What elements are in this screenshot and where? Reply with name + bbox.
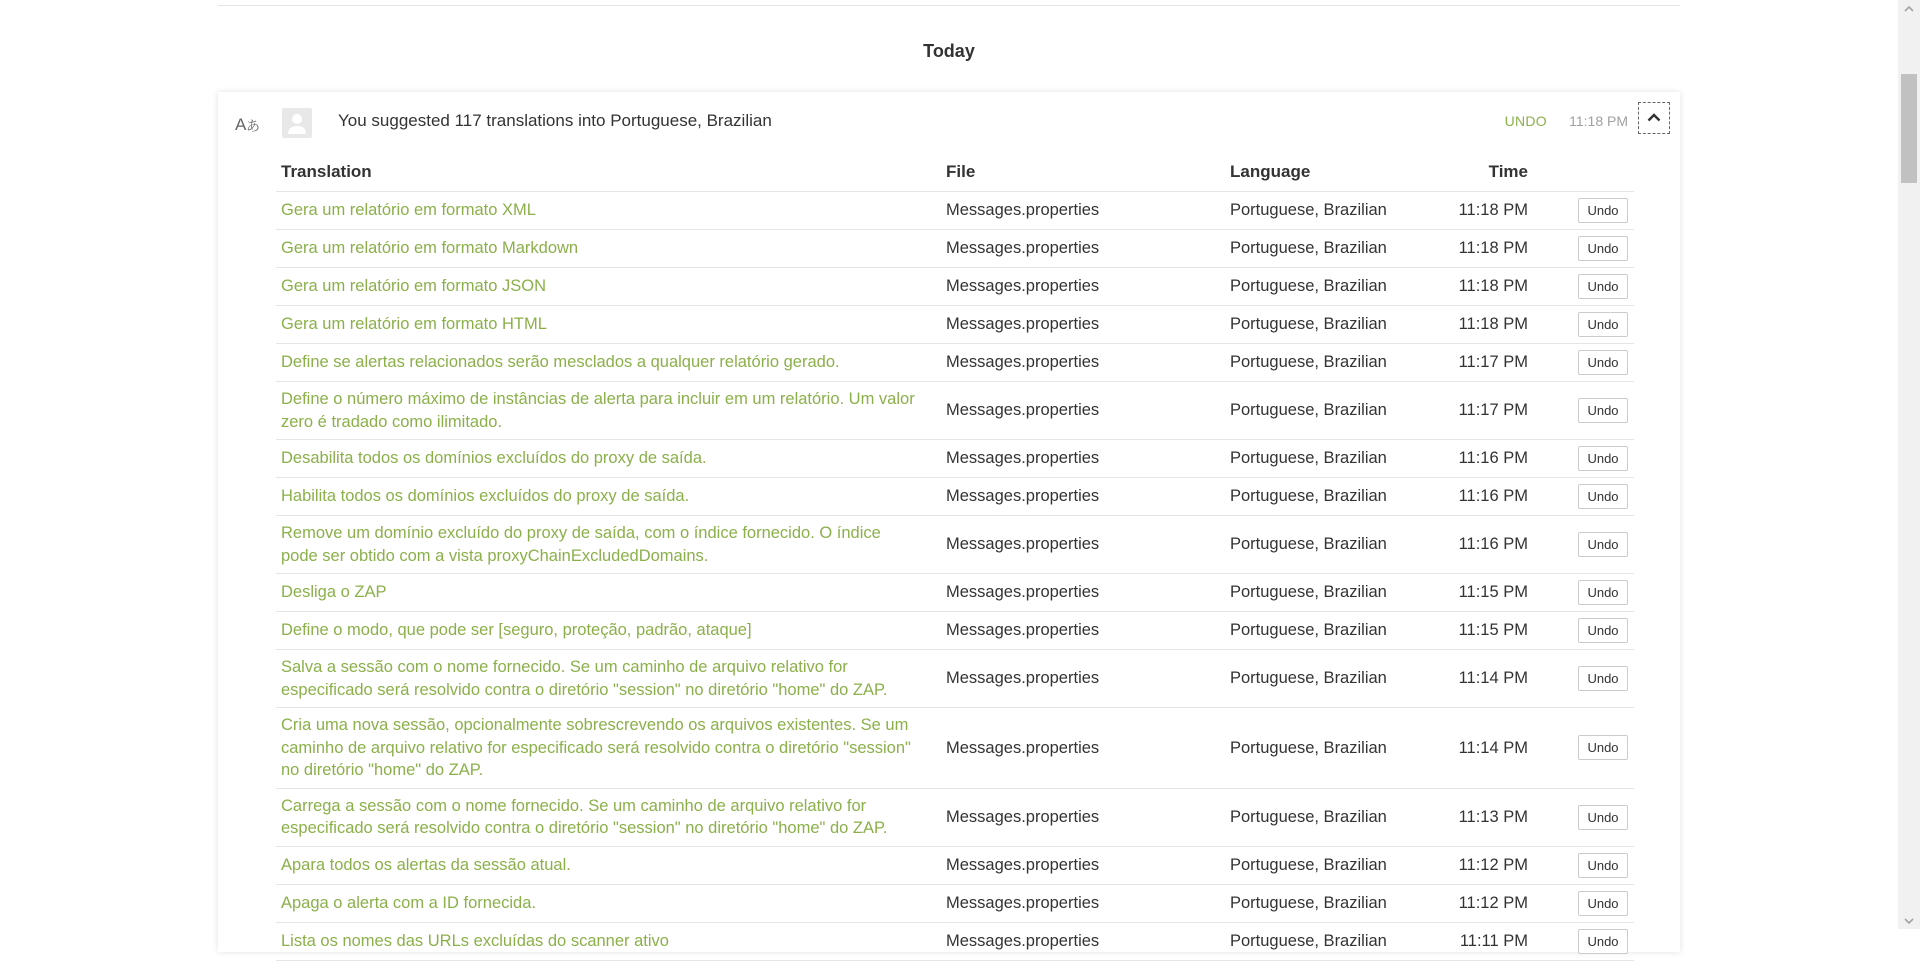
undo-button[interactable]: Undo: [1578, 398, 1628, 423]
table-row: [276, 708, 1634, 789]
file-cell: Messages.properties: [941, 884, 1225, 922]
activity-time: 11:18 PM: [1569, 113, 1628, 129]
table-row: [276, 846, 1634, 884]
translation-link[interactable]: Gera um relatório em formato Markdown: [281, 239, 579, 258]
translation-cell: [276, 230, 941, 268]
action-cell: [1554, 884, 1634, 922]
undo-all-link[interactable]: UNDO: [1504, 113, 1547, 129]
svg-text:あ: あ: [246, 119, 260, 135]
file-cell: Messages.properties: [941, 612, 1225, 650]
translation-cell: [276, 650, 941, 708]
time-cell: 11:18 PM: [1453, 230, 1554, 268]
undo-button[interactable]: Undo: [1578, 236, 1628, 261]
file-cell: Messages.properties: [941, 382, 1225, 440]
translation-link[interactable]: Gera um relatório em formato XML: [281, 201, 536, 220]
translation-link[interactable]: Desabilita todos os domínios excluídos do proxy de saída.: [281, 449, 707, 468]
undo-button[interactable]: Undo: [1578, 580, 1628, 605]
file-cell: Messages.properties: [941, 650, 1225, 708]
time-cell: 11:18 PM: [1453, 268, 1554, 306]
translation-link[interactable]: Apara todos os alertas da sessão atual.: [281, 855, 571, 874]
column-header-file: File: [941, 152, 1225, 192]
translation-link[interactable]: Cria uma nova sessão, opcionalmente sobrescrevendo os arquivos existentes. Se um caminho de arquivo relativo for especificado será resolvido contra o diretório "session" no diretório "home" do ZAP.: [281, 716, 911, 779]
action-cell: [1554, 230, 1634, 268]
translation-cell: [276, 382, 941, 440]
action-cell: [1554, 612, 1634, 650]
translation-link[interactable]: Desliga o ZAP: [281, 583, 387, 602]
file-cell: Messages.properties: [941, 788, 1225, 846]
table-row: [276, 382, 1634, 440]
file-cell: Messages.properties: [941, 440, 1225, 478]
action-cell: [1554, 440, 1634, 478]
table-row: [276, 192, 1634, 230]
file-cell: Messages.properties: [941, 268, 1225, 306]
chevron-up-icon: [1647, 109, 1661, 127]
table-row: [276, 788, 1634, 846]
translation-link[interactable]: Salva a sessão com o nome fornecido. Se um caminho de arquivo relativo for especificado será resolvido contra o diretório "session" no diretório "home" do ZAP.: [281, 658, 888, 699]
column-header-language: Language: [1225, 152, 1453, 192]
undo-button[interactable]: Undo: [1578, 929, 1628, 954]
undo-button[interactable]: Undo: [1578, 274, 1628, 299]
translation-cell: [276, 516, 941, 574]
undo-button[interactable]: Undo: [1578, 735, 1628, 760]
time-cell: 11:16 PM: [1453, 516, 1554, 574]
file-cell: Messages.properties: [941, 344, 1225, 382]
action-cell: [1554, 788, 1634, 846]
undo-button[interactable]: Undo: [1578, 532, 1628, 557]
language-cell: Portuguese, Brazilian: [1225, 574, 1453, 612]
language-cell: Portuguese, Brazilian: [1225, 268, 1453, 306]
table-row: [276, 268, 1634, 306]
action-cell: [1554, 344, 1634, 382]
collapse-button[interactable]: [1638, 102, 1670, 134]
translation-cell: [276, 440, 941, 478]
undo-button[interactable]: Undo: [1578, 618, 1628, 643]
action-cell: [1554, 708, 1634, 789]
undo-button[interactable]: Undo: [1578, 350, 1628, 375]
undo-button[interactable]: Undo: [1578, 853, 1628, 878]
translation-cell: [276, 884, 941, 922]
undo-button[interactable]: Undo: [1578, 666, 1628, 691]
time-cell: 11:12 PM: [1453, 846, 1554, 884]
scrollbar-thumb[interactable]: [1901, 74, 1917, 183]
table-row: [276, 440, 1634, 478]
table-row: [276, 650, 1634, 708]
activity-summary: You suggested 117 translations into Portuguese, Brazilian: [338, 111, 772, 130]
table-header-row: [276, 152, 1634, 192]
time-cell: 11:18 PM: [1453, 306, 1554, 344]
translation-link[interactable]: Remove um domínio excluído do proxy de saída, com o índice fornecido. O índice pode ser obtido com a vista proxyChainExcludedDomains.: [281, 524, 881, 565]
activity-card: [218, 92, 1680, 952]
translation-cell: [276, 478, 941, 516]
language-cell: Portuguese, Brazilian: [1225, 306, 1453, 344]
undo-button[interactable]: Undo: [1578, 891, 1628, 916]
translation-cell: [276, 192, 941, 230]
svg-text:A: A: [235, 115, 247, 134]
translation-link[interactable]: Carrega a sessão com o nome fornecido. Se um caminho de arquivo relativo for especificado será resolvido contra o diretório "session" no diretório "home" do ZAP.: [281, 796, 888, 837]
undo-button[interactable]: Undo: [1578, 446, 1628, 471]
top-divider: [218, 5, 1680, 6]
time-cell: 11:16 PM: [1453, 478, 1554, 516]
translation-link[interactable]: Lista os nomes das URLs excluídas do scanner ativo: [281, 931, 669, 950]
time-cell: 11:17 PM: [1453, 382, 1554, 440]
scroll-down-arrow-icon[interactable]: [1898, 912, 1920, 929]
language-cell: Portuguese, Brazilian: [1225, 516, 1453, 574]
translation-link[interactable]: Habilita todos os domínios excluídos do proxy de saída.: [281, 487, 690, 506]
translation-cell: [276, 612, 941, 650]
file-cell: Messages.properties: [941, 306, 1225, 344]
language-cell: Portuguese, Brazilian: [1225, 650, 1453, 708]
file-cell: Messages.properties: [941, 846, 1225, 884]
vertical-scrollbar[interactable]: [1898, 0, 1920, 929]
action-cell: [1554, 574, 1634, 612]
action-cell: [1554, 922, 1634, 960]
language-cell: Portuguese, Brazilian: [1225, 478, 1453, 516]
action-cell: [1554, 846, 1634, 884]
time-cell: 11:17 PM: [1453, 344, 1554, 382]
action-cell: [1554, 192, 1634, 230]
language-cell: Portuguese, Brazilian: [1225, 382, 1453, 440]
time-cell: 11:13 PM: [1453, 788, 1554, 846]
time-cell: 11:14 PM: [1453, 708, 1554, 789]
undo-button[interactable]: Undo: [1578, 805, 1628, 830]
translation-cell: [276, 344, 941, 382]
column-header-action: [1554, 152, 1634, 192]
column-header-translation: Translation: [276, 152, 941, 192]
action-cell: [1554, 306, 1634, 344]
file-cell: Messages.properties: [941, 922, 1225, 960]
table-row: [276, 612, 1634, 650]
translation-cell: [276, 846, 941, 884]
table-row: [276, 344, 1634, 382]
table-row: [276, 884, 1634, 922]
file-cell: Messages.properties: [941, 478, 1225, 516]
undo-button[interactable]: Undo: [1578, 312, 1628, 337]
language-cell: Portuguese, Brazilian: [1225, 230, 1453, 268]
translation-cell: [276, 788, 941, 846]
file-cell: Messages.properties: [941, 230, 1225, 268]
translation-cell: [276, 268, 941, 306]
translations-table-body: [276, 192, 1634, 961]
time-cell: 11:12 PM: [1453, 884, 1554, 922]
file-cell: Messages.properties: [941, 574, 1225, 612]
table-row: [276, 230, 1634, 268]
file-cell: Messages.properties: [941, 516, 1225, 574]
language-cell: Portuguese, Brazilian: [1225, 440, 1453, 478]
translation-link[interactable]: Define o modo, que pode ser [seguro, proteção, padrão, ataque]: [281, 621, 752, 640]
time-cell: 11:15 PM: [1453, 612, 1554, 650]
translate-icon: [235, 112, 263, 136]
file-cell: Messages.properties: [941, 708, 1225, 789]
translation-link[interactable]: Define se alertas relacionados serão mesclados a qualquer relatório gerado.: [281, 353, 840, 372]
undo-button[interactable]: Undo: [1578, 484, 1628, 509]
action-cell: [1554, 268, 1634, 306]
language-cell: Portuguese, Brazilian: [1225, 788, 1453, 846]
user-avatar-icon: [282, 108, 312, 138]
language-cell: Portuguese, Brazilian: [1225, 612, 1453, 650]
language-cell: Portuguese, Brazilian: [1225, 192, 1453, 230]
translation-cell: [276, 708, 941, 789]
translation-link[interactable]: Gera um relatório em formato HTML: [281, 315, 547, 334]
language-cell: Portuguese, Brazilian: [1225, 846, 1453, 884]
language-cell: Portuguese, Brazilian: [1225, 922, 1453, 960]
day-heading: Today: [923, 41, 975, 61]
translation-link[interactable]: Gera um relatório em formato JSON: [281, 277, 546, 296]
table-row: [276, 516, 1634, 574]
translation-cell: [276, 922, 941, 960]
language-cell: Portuguese, Brazilian: [1225, 344, 1453, 382]
action-cell: [1554, 382, 1634, 440]
file-cell: Messages.properties: [941, 192, 1225, 230]
action-cell: [1554, 650, 1634, 708]
translation-cell: [276, 306, 941, 344]
action-cell: [1554, 516, 1634, 574]
undo-button[interactable]: Undo: [1578, 198, 1628, 223]
language-cell: Portuguese, Brazilian: [1225, 884, 1453, 922]
time-cell: 11:11 PM: [1453, 922, 1554, 960]
time-cell: 11:15 PM: [1453, 574, 1554, 612]
table-row: [276, 478, 1634, 516]
action-cell: [1554, 478, 1634, 516]
translations-table: [276, 152, 1634, 961]
time-cell: 11:16 PM: [1453, 440, 1554, 478]
scroll-up-arrow-icon[interactable]: [1898, 0, 1920, 17]
table-row: [276, 574, 1634, 612]
translation-link[interactable]: Define o número máximo de instâncias de alerta para incluir em um relatório. Um valor zero é tradado como ilimitado.: [281, 390, 915, 431]
translation-cell: [276, 574, 941, 612]
column-header-time: Time: [1453, 152, 1554, 192]
table-row: [276, 922, 1634, 960]
language-cell: Portuguese, Brazilian: [1225, 708, 1453, 789]
time-cell: 11:18 PM: [1453, 192, 1554, 230]
table-row: [276, 306, 1634, 344]
translation-link[interactable]: Apaga o alerta com a ID fornecida.: [281, 893, 536, 912]
time-cell: 11:14 PM: [1453, 650, 1554, 708]
